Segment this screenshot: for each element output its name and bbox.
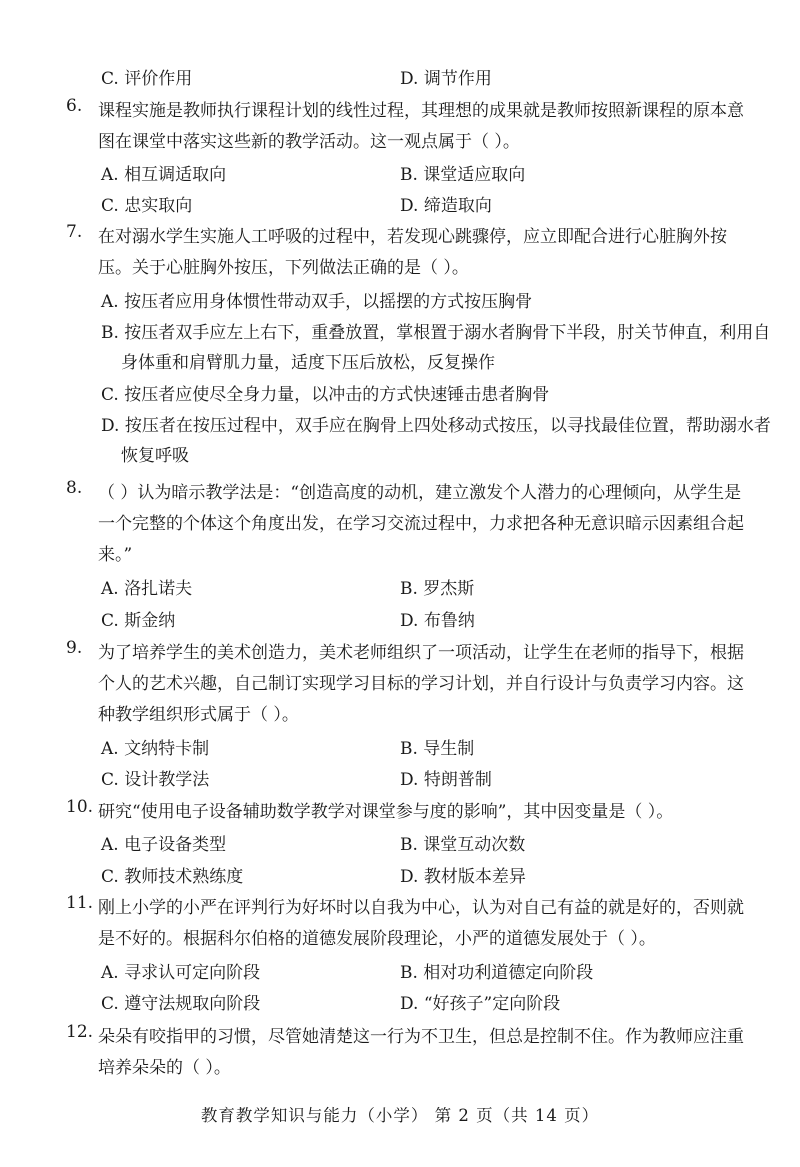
question-number: 8. bbox=[66, 478, 83, 498]
q9-option-d: D. 特朗普制 bbox=[400, 770, 492, 790]
q8-option-d: D. 布鲁纳 bbox=[400, 611, 475, 631]
q9-option-b: B. 导生制 bbox=[400, 739, 475, 759]
q7-option-b: B. 按压者双手应左上右下，重叠放置，掌根置于溺水者胸骨下半段，肘关节伸直，利用自身体重和肩臂肌力量，适度下压后放松，反复操作 bbox=[101, 323, 771, 373]
q7-option-a: A. 按压者应用身体惯性带动双手，以摇摆的方式按压胸骨 bbox=[101, 292, 533, 312]
q9-option-c: C. 设计教学法 bbox=[101, 770, 210, 790]
q8-option-a: A. 洛扎诺夫 bbox=[101, 579, 193, 599]
q11-option-a: A. 寻求认可定向阶段 bbox=[101, 963, 261, 983]
question-stem: 朵朵有咬指甲的习惯，尽管她清楚这一行为不卫生，但总是控制不住。作为教师应注重培养朵朵的（ ）。 bbox=[98, 1027, 744, 1078]
question-stem: 刚上小学的小严在评判行为好坏时以自我为中心，认为对自己有益的就是好的，否则就是不好的。根据科尔伯格的道德发展阶段理论，小严的道德发展处于（ ）。 bbox=[98, 898, 744, 949]
q10-option-a: A. 电子设备类型 bbox=[101, 835, 227, 855]
question-number: 11. bbox=[66, 893, 94, 913]
q5-option-c: C. 评价作用 bbox=[101, 69, 193, 89]
question-number: 9. bbox=[66, 638, 83, 658]
q7-option-d: D. 按压者在按压过程中，双手应在胸骨上四处移动式按压，以寻找最佳位置，帮助溺水者恢复呼吸 bbox=[101, 416, 771, 466]
q7-option-c: C. 按压者应使尽全身力量，以冲击的方式快速锤击患者胸骨 bbox=[101, 385, 550, 405]
q11-option-b: B. 相对功利道德定向阶段 bbox=[400, 963, 594, 983]
question-number: 7. bbox=[66, 222, 83, 242]
q10-option-c: C. 教师技术熟练度 bbox=[101, 867, 244, 887]
question-number: 10. bbox=[66, 797, 94, 817]
question-stem: （ ）认为暗示教学法是：“创造高度的动机，建立激发个人潜力的心理倾向，从学生是一个完整的个体这个角度出发，在学习交流过程中，力求把各种无意识暗示因素组合起来。” bbox=[98, 483, 744, 565]
q10-option-d: D. 教材版本差异 bbox=[400, 867, 526, 887]
q8-option-b: B. 罗杰斯 bbox=[400, 579, 475, 599]
question-stem: 课程实施是教师执行课程计划的线性过程，其理想的成果就是教师按照新课程的原本意图在课堂中落实这些新的教学活动。这一观点属于（ ）。 bbox=[98, 101, 744, 152]
q9-option-a: A. 文纳特卡制 bbox=[101, 739, 210, 759]
q10-option-b: B. 课堂互动次数 bbox=[400, 835, 526, 855]
question-stem: 研究“使用电子设备辅助数学教学对课堂参与度的影响”，其中因变量是（ ）。 bbox=[98, 802, 674, 822]
q6-option-a: A. 相互调适取向 bbox=[101, 165, 227, 185]
question-stem: 在对溺水学生实施人工呼吸的过程中，若发现心跳骤停，应立即配合进行心脏胸外按压。关于心脏胸外按压，下列做法正确的是（ ）。 bbox=[98, 227, 727, 278]
q11-option-d: D. “好孩子”定向阶段 bbox=[400, 994, 561, 1014]
q5-option-d: D. 调节作用 bbox=[400, 69, 492, 89]
question-number: 6. bbox=[66, 96, 83, 116]
question-number: 12. bbox=[66, 1022, 94, 1042]
q6-option-c: C. 忠实取向 bbox=[101, 196, 193, 216]
q6-option-b: B. 课堂适应取向 bbox=[400, 165, 526, 185]
q8-option-c: C. 斯金纳 bbox=[101, 611, 176, 631]
q11-option-c: C. 遵守法规取向阶段 bbox=[101, 994, 261, 1014]
q6-option-d: D. 缔造取向 bbox=[400, 196, 492, 216]
question-stem: 为了培养学生的美术创造力，美术老师组织了一项活动，让学生在老师的指导下，根据个人的艺术兴趣，自己制订实现学习目标的学习计划，并自行设计与负责学习内容。这种教学组织形式属于（ ）。 bbox=[98, 643, 744, 725]
page-footer: 教育教学知识与能力（小学） 第 2 页（共 14 页） bbox=[200, 1106, 600, 1125]
